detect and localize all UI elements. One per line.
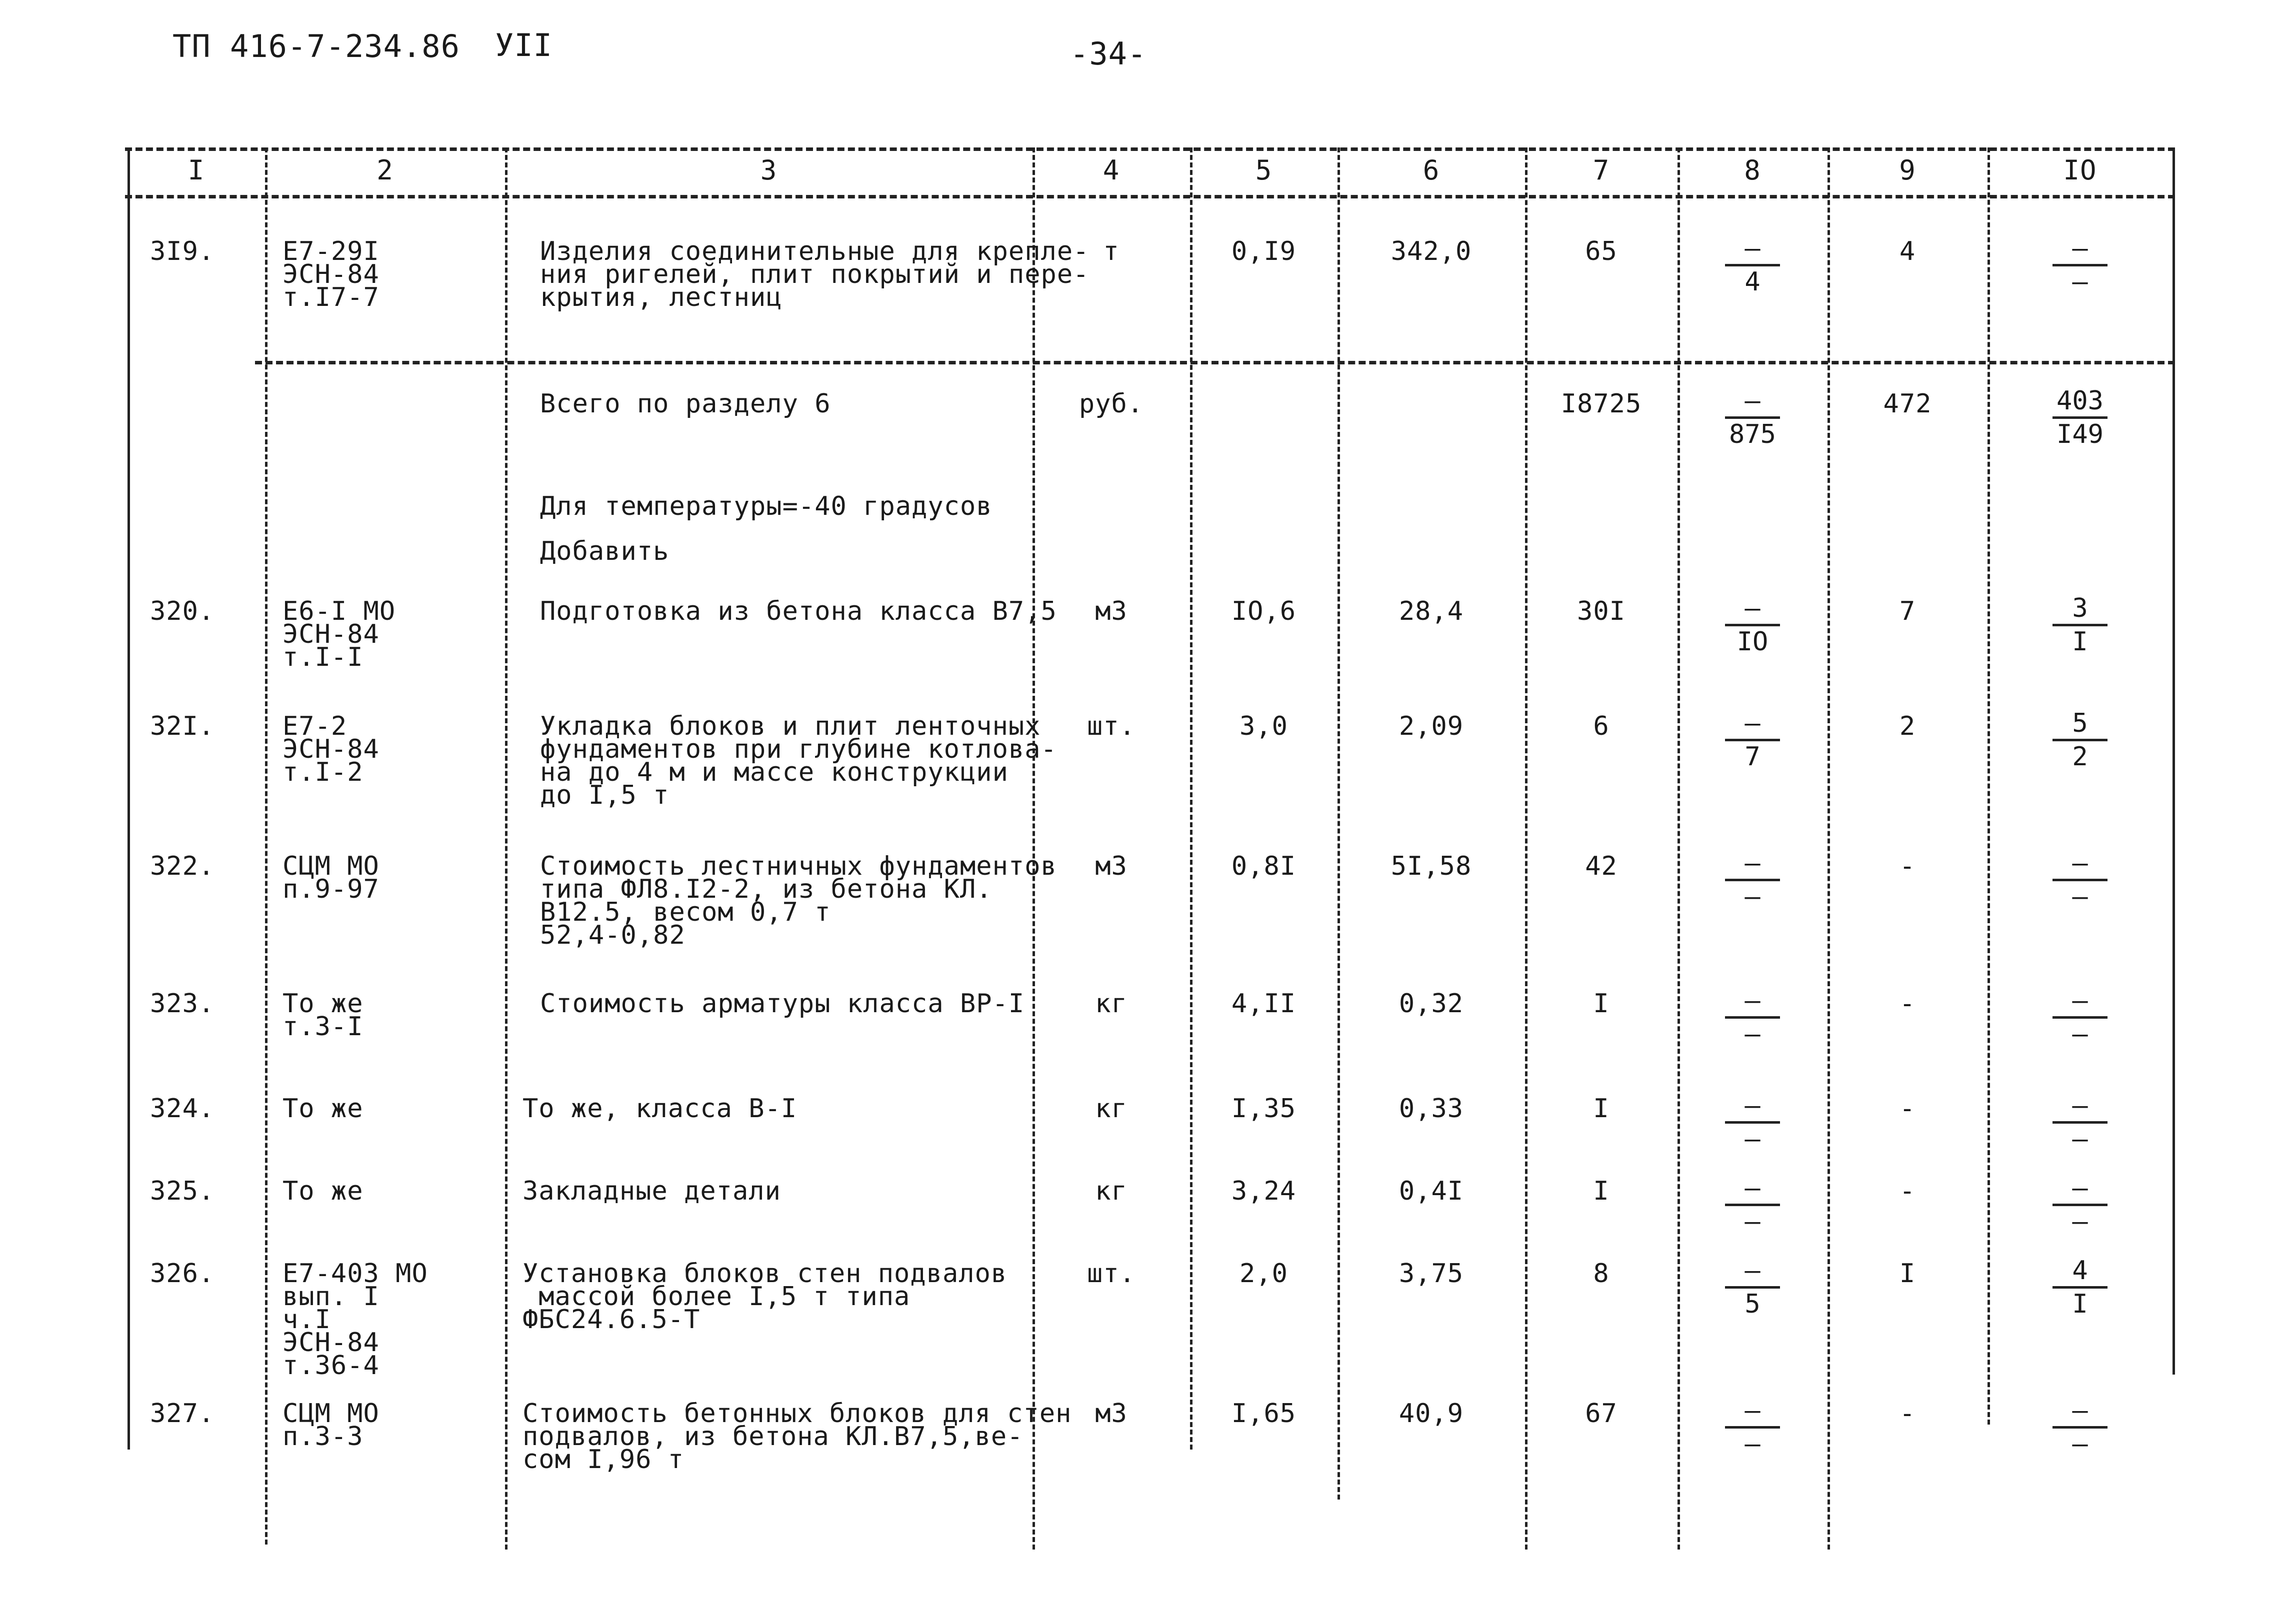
- column-line: [1032, 147, 1035, 1550]
- item-description: ния ригелей, плит покрытий и пере-: [540, 259, 1090, 289]
- column-10-fraction: [2045, 1173, 2115, 1237]
- fraction-denominator: –: [2072, 1429, 2088, 1459]
- row-number: 32I.: [150, 711, 215, 741]
- column-line: [1190, 147, 1192, 1450]
- fraction-numerator: –: [1744, 1396, 1760, 1426]
- column-8-fraction: [1718, 593, 1788, 657]
- row-number: 320.: [150, 596, 215, 626]
- row-number: 327.: [150, 1399, 215, 1429]
- fraction-denominator: –: [2072, 1124, 2088, 1154]
- item-description: Стоимость бетонных блоков для стен: [522, 1399, 1072, 1429]
- column-header: IO: [2063, 154, 2097, 186]
- reference-code: СЦМ МО: [282, 1399, 380, 1429]
- column-header: 2: [376, 154, 394, 186]
- item-description: подвалов, из бетона КЛ.В7,5,ве-: [522, 1422, 1024, 1452]
- item-description: фундаментов при глубине котлова-: [540, 734, 1057, 764]
- column-line: [128, 147, 130, 1450]
- header-bottom-rule: [125, 195, 2175, 198]
- total-cost: I: [1593, 1176, 1610, 1206]
- quantity: 0,I9: [1231, 236, 1296, 266]
- fraction-numerator: –: [1744, 1173, 1760, 1203]
- total-cost: I8725: [1560, 389, 1642, 419]
- row-number: 322.: [150, 851, 215, 881]
- fraction-denominator: –: [1744, 1207, 1760, 1237]
- reference-code: ЭСН-84: [282, 619, 380, 649]
- quantity: 2,0: [1240, 1259, 1288, 1289]
- column-9-value: 472: [1883, 389, 1932, 419]
- fraction-numerator: –: [2072, 1396, 2088, 1426]
- column-8-fraction: [1718, 1396, 1788, 1460]
- column-8-fraction: [1718, 986, 1788, 1050]
- unit-price: 40,9: [1398, 1399, 1464, 1429]
- fraction-numerator: –: [1744, 708, 1760, 738]
- item-description: Укладка блоков и плит ленточных: [540, 711, 1041, 741]
- column-header: 5: [1255, 154, 1272, 186]
- unit: шт.: [1087, 1259, 1136, 1289]
- reference-code: т.I7-7: [282, 282, 380, 312]
- album-number: УII: [495, 27, 552, 63]
- unit-price: 0,32: [1398, 989, 1464, 1019]
- item-description: 52,4-0,82: [540, 920, 686, 950]
- column-header: 8: [1744, 154, 1761, 186]
- item-description: сом I,96 т: [522, 1445, 684, 1475]
- reference-code: т.3-I: [282, 1012, 364, 1042]
- unit: руб.: [1078, 389, 1144, 419]
- fraction-numerator: 5: [2072, 708, 2088, 738]
- unit-price: 5I,58: [1390, 851, 1472, 881]
- fraction-denominator: I: [2072, 1289, 2088, 1319]
- row-number: 325.: [150, 1176, 215, 1206]
- reference-code: Е6-I МО: [282, 596, 396, 626]
- fraction-numerator: –: [1744, 386, 1760, 416]
- reference-code: Е7-403 МО: [282, 1259, 428, 1289]
- column-10-fraction: [2045, 386, 2115, 450]
- page-number: -34-: [1070, 35, 1147, 72]
- quantity: 0,8I: [1231, 851, 1296, 881]
- fraction-denominator: 4: [1744, 267, 1760, 297]
- item-description: Установка блоков стен подвалов: [522, 1259, 1008, 1289]
- item-description: То же, класса В-I: [522, 1094, 798, 1124]
- fraction-numerator: –: [2072, 233, 2088, 263]
- fraction-denominator: 2: [2072, 742, 2088, 772]
- fraction-numerator: –: [2072, 1091, 2088, 1121]
- total-cost: 67: [1585, 1399, 1618, 1429]
- fraction-numerator: 3: [2072, 593, 2088, 623]
- column-9-value: -: [1899, 1399, 1916, 1429]
- item-description: Подготовка из бетона класса В7,5: [540, 596, 1057, 626]
- fraction-numerator: 403: [2056, 386, 2104, 416]
- unit: кг: [1095, 1176, 1128, 1206]
- document-code: ТП 416-7-234.86: [172, 28, 460, 64]
- fraction-denominator: IO: [1736, 627, 1768, 657]
- unit-price: 2,09: [1398, 711, 1464, 741]
- fraction-numerator: –: [1744, 1256, 1760, 1286]
- unit-price: 28,4: [1398, 596, 1464, 626]
- reference-code: ЭСН-84: [282, 259, 380, 289]
- column-10-fraction: [2045, 848, 2115, 912]
- reference-code: Е7-29I: [282, 236, 380, 266]
- column-line: [265, 147, 268, 1545]
- quantity: 3,0: [1240, 711, 1288, 741]
- column-line: [1525, 147, 1528, 1550]
- column-line: [2172, 147, 2175, 1375]
- item-description: Стоимость арматуры класса ВР-I: [540, 989, 1025, 1019]
- item-description: В12.5, весом 0,7 т: [540, 897, 831, 927]
- unit-price: 3,75: [1398, 1259, 1464, 1289]
- reference-code: Е7-2: [282, 711, 348, 741]
- column-line: [1338, 147, 1340, 1500]
- reference-code: т.I-2: [282, 757, 364, 787]
- row-number: 323.: [150, 989, 215, 1019]
- fraction-numerator: –: [2072, 848, 2088, 878]
- column-9-value: I: [1899, 1259, 1916, 1289]
- fraction-denominator: 875: [1729, 419, 1776, 449]
- unit-price: 342,0: [1390, 236, 1472, 266]
- fraction-numerator: –: [2072, 986, 2088, 1016]
- column-8-fraction: [1718, 1091, 1788, 1155]
- total-cost: I: [1593, 1094, 1610, 1124]
- reference-code: ЭСН-84: [282, 734, 380, 764]
- item-description: ФБС24.6.5-Т: [522, 1305, 700, 1335]
- quantity: 4,II: [1231, 989, 1296, 1019]
- column-9-value: 2: [1899, 711, 1916, 741]
- row-number: 326.: [150, 1259, 215, 1289]
- unit: шт.: [1087, 711, 1136, 741]
- total-cost: 65: [1585, 236, 1618, 266]
- row-number: 324.: [150, 1094, 215, 1124]
- fraction-denominator: –: [1744, 882, 1760, 912]
- section-separator: [255, 361, 2175, 364]
- column-10-fraction: [2045, 1256, 2115, 1320]
- column-8-fraction: [1718, 386, 1788, 450]
- quantity: 3,24: [1231, 1176, 1296, 1206]
- unit-price: 0,33: [1398, 1094, 1464, 1124]
- row-number: 3I9.: [150, 236, 215, 266]
- column-10-fraction: [2045, 1396, 2115, 1460]
- column-9-value: 4: [1899, 236, 1916, 266]
- fraction-denominator: –: [2072, 1207, 2088, 1237]
- reference-code: ЭСН-84: [282, 1328, 380, 1358]
- column-header: 3: [760, 154, 778, 186]
- column-header: 4: [1102, 154, 1120, 186]
- fraction-numerator: –: [2072, 1173, 2088, 1203]
- quantity: I,65: [1231, 1399, 1296, 1429]
- column-8-fraction: [1718, 1173, 1788, 1237]
- column-8-fraction: [1718, 233, 1788, 297]
- column-10-fraction: [2045, 1091, 2115, 1155]
- reference-code: т.I-I: [282, 642, 364, 672]
- fraction-denominator: –: [2072, 1019, 2088, 1049]
- fraction-denominator: I49: [2056, 419, 2104, 449]
- unit: т: [1103, 236, 1120, 266]
- column-9-value: -: [1899, 1094, 1916, 1124]
- quantity: IO,6: [1231, 596, 1296, 626]
- unit: м3: [1095, 851, 1128, 881]
- column-8-fraction: [1718, 1256, 1788, 1320]
- fraction-denominator: 7: [1744, 742, 1760, 772]
- item-description: до I,5 т: [540, 780, 670, 810]
- item-description: типа ФЛ8.I2-2, из бетона КЛ.: [540, 874, 992, 904]
- column-header: I: [188, 154, 205, 186]
- fraction-numerator: –: [1744, 1091, 1760, 1121]
- total-cost: 6: [1593, 711, 1610, 741]
- column-8-fraction: [1718, 848, 1788, 912]
- column-line: [1828, 147, 1830, 1550]
- total-cost: 8: [1593, 1259, 1610, 1289]
- column-9-value: -: [1899, 1176, 1916, 1206]
- item-description: Стоимость лестничных фундаментов: [540, 851, 1057, 881]
- reference-code: вып. I: [282, 1282, 380, 1312]
- column-8-fraction: [1718, 708, 1788, 772]
- column-header: 6: [1422, 154, 1440, 186]
- item-description: Всего по разделу 6: [540, 389, 831, 419]
- item-description: крытия, лестниц: [540, 282, 782, 312]
- fraction-numerator: –: [1744, 233, 1760, 263]
- column-header: 7: [1592, 154, 1610, 186]
- reference-code: т.36-4: [282, 1351, 380, 1381]
- unit: м3: [1095, 1399, 1128, 1429]
- fraction-denominator: –: [2072, 882, 2088, 912]
- item-description: Для температуры=-40 градусов: [540, 491, 992, 521]
- column-9-value: -: [1899, 989, 1916, 1019]
- item-description: Закладные детали: [522, 1176, 781, 1206]
- fraction-numerator: –: [1744, 986, 1760, 1016]
- total-cost: 30I: [1577, 596, 1626, 626]
- item-description: Изделия соединительные для крепле-: [540, 236, 1090, 266]
- fraction-denominator: I: [2072, 627, 2088, 657]
- column-10-fraction: [2045, 593, 2115, 657]
- fraction-denominator: –: [1744, 1019, 1760, 1049]
- total-cost: 42: [1585, 851, 1618, 881]
- unit: кг: [1095, 989, 1128, 1019]
- unit-price: 0,4I: [1398, 1176, 1464, 1206]
- item-description: на до 4 м и массе конструкции: [540, 757, 1008, 787]
- column-9-value: -: [1899, 851, 1916, 881]
- reference-code: То же: [282, 989, 364, 1019]
- fraction-denominator: –: [1744, 1124, 1760, 1154]
- unit: м3: [1095, 596, 1128, 626]
- column-header: 9: [1899, 154, 1916, 186]
- fraction-denominator: 5: [1744, 1289, 1760, 1319]
- fraction-denominator: –: [1744, 1429, 1760, 1459]
- item-description: Добавить: [540, 536, 670, 566]
- column-line: [1988, 147, 1990, 1425]
- unit: кг: [1095, 1094, 1128, 1124]
- fraction-numerator: 4: [2072, 1256, 2088, 1286]
- total-cost: I: [1593, 989, 1610, 1019]
- reference-code: п.3-3: [282, 1422, 364, 1452]
- item-description: массой более I,5 т типа: [522, 1282, 910, 1312]
- reference-code: ч.I: [282, 1305, 331, 1335]
- column-10-fraction: [2045, 233, 2115, 297]
- column-10-fraction: [2045, 986, 2115, 1050]
- fraction-numerator: –: [1744, 593, 1760, 623]
- reference-code: п.9-97: [282, 874, 380, 904]
- fraction-denominator: –: [2072, 267, 2088, 297]
- reference-code: СЦМ МО: [282, 851, 380, 881]
- column-line: [505, 147, 508, 1550]
- column-10-fraction: [2045, 708, 2115, 772]
- reference-code: То же: [282, 1094, 364, 1124]
- quantity: I,35: [1231, 1094, 1296, 1124]
- column-line: [1678, 147, 1680, 1550]
- column-9-value: 7: [1899, 596, 1916, 626]
- reference-code: То же: [282, 1176, 364, 1206]
- fraction-numerator: –: [1744, 848, 1760, 878]
- header-top-rule: [125, 147, 2175, 151]
